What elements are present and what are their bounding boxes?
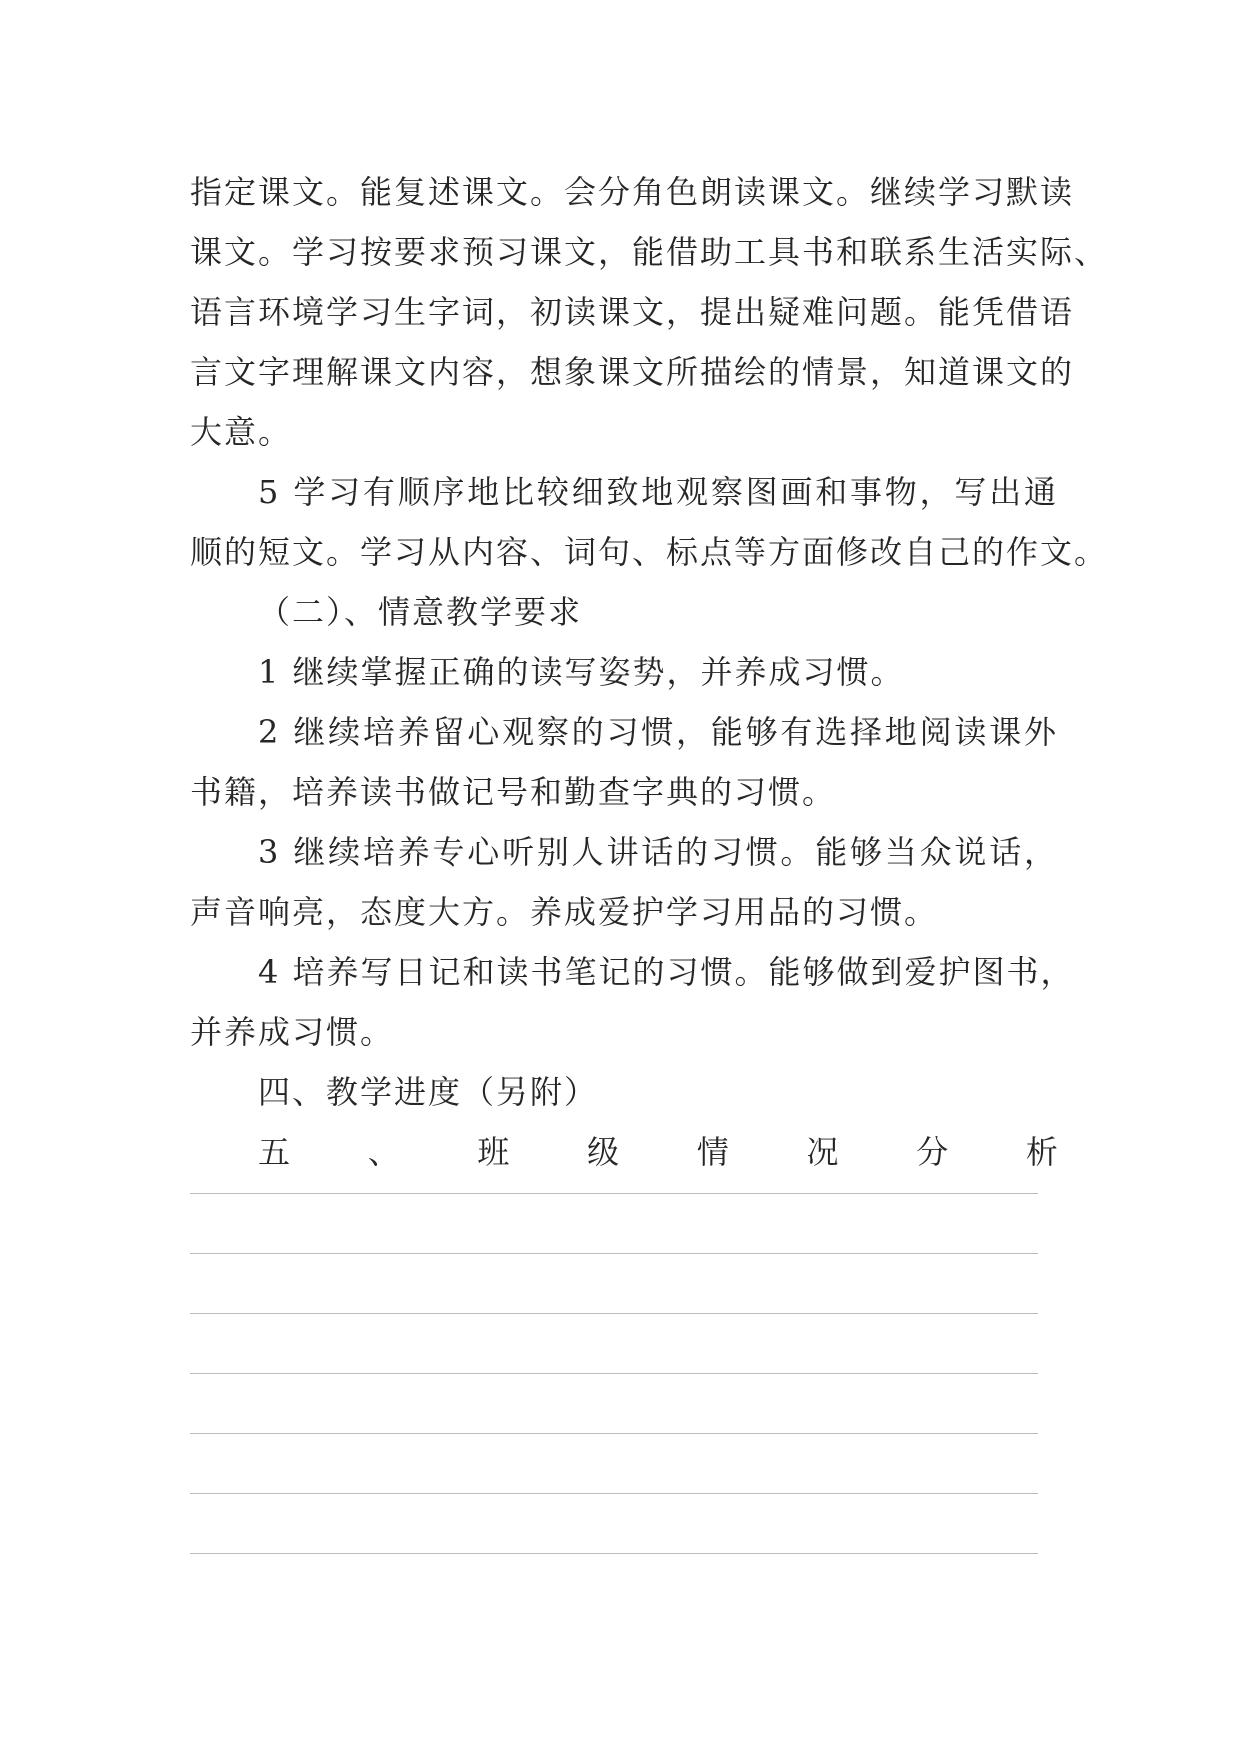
- body-line: 大意。: [190, 413, 293, 451]
- body-line: 5 学习有顺序地比较细致地观察图画和事物，写出通: [258, 473, 1058, 511]
- body-line: 指定课文。能复述课文。会分角色朗读课文。继续学习默读: [190, 173, 1075, 211]
- document-body: [190, 162, 1109, 1182]
- blank-line: [190, 1193, 1038, 1194]
- body-line: 1 继续掌握正确的读写姿势，并养成习惯。: [258, 653, 905, 691]
- body-line: 言文字理解课文内容，想象课文所描绘的情景，知道课文的: [190, 353, 1075, 391]
- blank-line: [190, 1433, 1038, 1434]
- body-line: 书籍，培养读书做记号和勤查字典的习惯。: [190, 773, 837, 811]
- blank-line: [190, 1553, 1038, 1554]
- heading-char: 情: [696, 1133, 729, 1171]
- body-line: 4 培养写日记和读书笔记的习惯。能够做到爱护图书，: [258, 953, 1075, 991]
- body-line: 并养成习惯。: [190, 1013, 395, 1051]
- blank-line: [190, 1493, 1038, 1494]
- heading-char: 析: [1025, 1133, 1058, 1171]
- section-heading: 四、教学进度（另附）: [258, 1073, 599, 1111]
- body-line: 2 继续培养留心观察的习惯，能够有选择地阅读课外: [258, 713, 1058, 751]
- body-line: 声音响亮，态度大方。养成爱护学习用品的习惯。: [190, 893, 939, 931]
- body-line: 语言环境学习生字词，初读课文，提出疑难问题。能凭借语: [190, 293, 1075, 331]
- body-line: 课文。学习按要求预习课文，能借助工具书和联系生活实际、: [190, 233, 1109, 271]
- body-line: 3 继续培养专心听别人讲话的习惯。能够当众说话，: [258, 833, 1058, 871]
- heading-char: 分: [916, 1133, 949, 1171]
- body-line: 顺的短文。学习从内容、词句、标点等方面修改自己的作文。: [190, 533, 1109, 571]
- section-heading: （二）、情意教学要求: [258, 593, 583, 631]
- heading-char: 级: [587, 1133, 620, 1171]
- heading-char: 况: [806, 1133, 839, 1171]
- class-analysis-heading: [190, 1122, 1058, 1182]
- heading-char: 五: [258, 1133, 291, 1171]
- blank-line: [190, 1313, 1038, 1314]
- blank-line: [190, 1253, 1038, 1254]
- heading-char: 班: [477, 1133, 510, 1171]
- blank-line: [190, 1373, 1038, 1374]
- heading-char: 、: [367, 1133, 400, 1171]
- blank-answer-lines: [190, 1193, 1038, 1613]
